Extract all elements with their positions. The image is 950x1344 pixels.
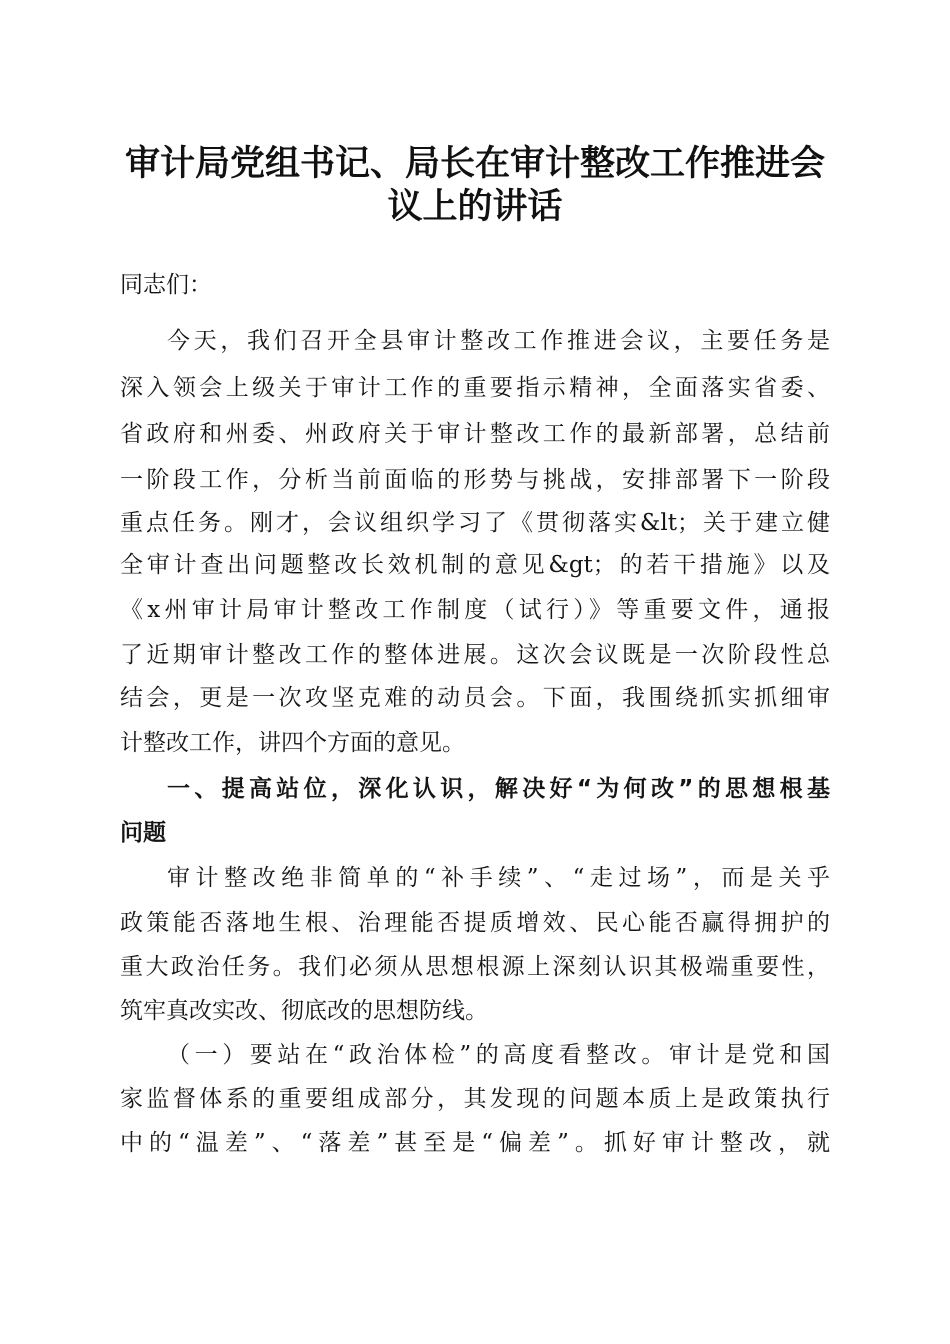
paragraph-line: 筑牢真改实改、彻底改的思想防线。 <box>120 998 488 1024</box>
paragraph-line: 重点任务。刚才，会议组织学习了《贯彻落实&lt；关于建立健 <box>120 510 830 536</box>
paragraph-line: 家监督体系的重要组成部分，其发现的问题本质上是政策执行 <box>120 1086 830 1112</box>
paragraph-line: （一）要站在“政治体检”的高度看整改。审计是党和国 <box>167 1042 830 1068</box>
paragraph-line: 计整改工作，讲四个方面的意见。 <box>120 730 465 756</box>
paragraph-line: 一阶段工作，分析当前面临的形势与挑战，安排部署下一阶段 <box>120 467 830 493</box>
paragraph-line: 全审计查出问题整改长效机制的意见&gt；的若干措施》以及 <box>120 552 830 578</box>
paragraph-line: 政策能否落地生根、治理能否提质增效、民心能否赢得拥护的 <box>120 910 830 936</box>
paragraph-line: 了近期审计整改工作的整体进展。这次会议既是一次阶段性总 <box>120 642 830 668</box>
section-heading: 一、提高站位，深化认识，解决好“为何改”的思想根基 <box>167 776 830 802</box>
paragraph-line: 深入领会上级关于审计工作的重要指示精神，全面落实省委、 <box>120 375 830 401</box>
document-title-line-1: 审计局党组书记、局长在审计整改工作推进会 <box>124 143 825 184</box>
paragraph-line: 审计整改绝非简单的“补手续”、“走过场”，而是关乎 <box>167 865 830 891</box>
paragraph-line: 重大政治任务。我们必须从思想根源上深刻认识其极端重要性， <box>120 954 830 980</box>
paragraph-line: 中的“温差”、“落差”甚至是“偏差”。抓好审计整改，就 <box>120 1130 830 1156</box>
document-title-line-2: 议上的讲话 <box>387 186 563 227</box>
paragraph-line: 《x州审计局审计整改工作制度（试行）》等重要文件，通报 <box>120 597 830 623</box>
section-heading: 问题 <box>120 820 166 846</box>
paragraph-line: 结会，更是一次攻坚克难的动员会。下面，我围绕抓实抓细审 <box>120 685 830 711</box>
paragraph-line: 省政府和州委、州政府关于审计整改工作的最新部署，总结前 <box>120 421 830 447</box>
salutation: 同志们： <box>120 272 212 298</box>
paragraph-line: 今天，我们召开全县审计整改工作推进会议，主要任务是 <box>167 328 830 354</box>
